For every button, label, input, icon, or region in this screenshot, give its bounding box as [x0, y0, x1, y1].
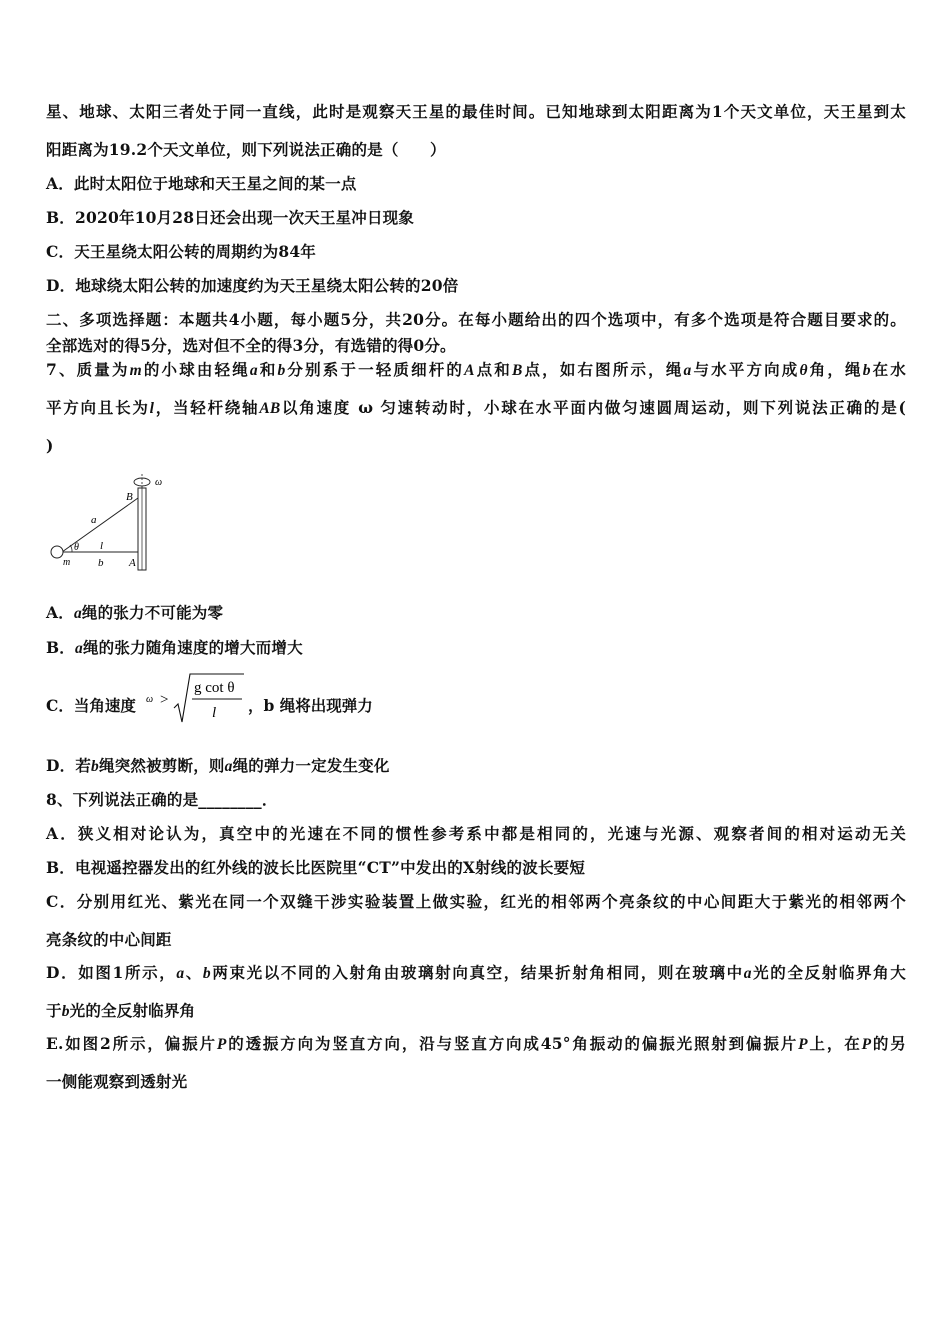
label-B: B	[126, 491, 133, 503]
q8-option-e-line1: E.如图2所示，偏振片P的透振方向为竖直方向，沿与竖直方向成45°角振动的偏振光照射到偏振片P上，在P的另	[46, 1034, 906, 1053]
q8-option-a: A．狭义相对论认为，真空中的光速在不同的惯性参考系中都是相同的，光速与光源、观察者间的相对运动无关	[46, 824, 906, 843]
q7-stem-line1: 7、质量为m的小球由轻绳a和b分别系于一轻质细杆的A点和B点，如右图所示，绳a与水平方向成θ角，绳b在水	[46, 360, 906, 379]
section2-heading-line1: 二、多项选择题：本题共4小题，每小题5分，共20分。在每小题给出的四个选项中，有多个选项是符合题目要求的。	[46, 310, 906, 329]
q6-option-d: D．地球绕太阳公转的加速度约为天王星绕太阳公转的20倍	[46, 276, 459, 295]
ball	[51, 546, 63, 558]
option-c-formula	[144, 670, 248, 726]
formula-gt: >	[160, 692, 169, 708]
q7-option-c	[46, 670, 546, 730]
q7-option-d: D．若b绳突然被剪断，则a绳的弹力一定发生变化	[46, 756, 390, 775]
q6-option-b: B．2020年10月28日还会出现一次天王星冲日现象	[46, 208, 415, 227]
q7-figure	[46, 470, 186, 580]
formula-omega: ω	[146, 694, 154, 705]
formula-numerator: g cot θ	[194, 680, 235, 696]
theta-arc	[70, 545, 72, 552]
label-omega: ω	[155, 477, 163, 488]
formula-denominator: l	[212, 705, 217, 721]
q6-option-c: C．天王星绕太阳公转的周期约为84年	[46, 242, 317, 261]
q8-option-d-line1: D．如图1所示，a、b两束光以不同的入射角由玻璃射向真空，结果折射角相同，则在玻璃中a光的全反射临界角大	[46, 963, 907, 982]
q8-option-d-line2: 于b光的全反射临界角	[46, 1001, 196, 1020]
q8-option-e-line2: 一侧能观察到透射光	[46, 1072, 188, 1091]
q7-stem-line3: )	[46, 436, 54, 455]
q7-option-b: B．a绳的张力随角速度的增大而增大	[46, 638, 303, 657]
label-b: b	[98, 557, 104, 569]
section2-heading-line2: 全部选对的得5分，选对但不全的得3分，有选错的得0分。	[46, 336, 456, 355]
option-c-prefix: C．当角速度	[46, 696, 136, 715]
q6-stem-line1: 星、地球、太阳三者处于同一直线，此时是观察天王星的最佳时间。已知地球到太阳距离为1个天文单位，天王星到太	[46, 102, 906, 121]
q8-option-c-line1: C．分别用红光、紫光在同一个双缝干涉实验装置上做实验，红光的相邻两个亮条纹的中心间距大于紫光的相邻两个	[46, 892, 906, 911]
label-A: A	[129, 557, 136, 569]
label-m: m	[63, 557, 71, 568]
label-a: a	[91, 514, 97, 526]
q6-option-a: A．此时太阳位于地球和天王星之间的某一点	[46, 174, 357, 193]
q7-stem-line2: 平方向且长为l，当轻杆绕轴AB以角速度 ω 匀速转动时，小球在水平面内做匀速圆周运动，则下列说法正确的是(	[46, 398, 906, 417]
q6-stem-line2: 阳距离为19.2个天文单位，则下列说法正确的是（ ）	[46, 140, 446, 159]
q8-option-b: B．电视遥控器发出的红外线的波长比医院里“CT”中发出的X射线的波长要短	[46, 858, 586, 877]
q8-stem: 8、下列说法正确的是________．	[46, 790, 278, 809]
q8-option-c-line2: 亮条纹的中心间距	[46, 930, 172, 949]
q7-option-a: A．a绳的张力不可能为零	[46, 603, 224, 622]
label-l: l	[100, 540, 104, 552]
label-theta: θ	[74, 542, 79, 553]
option-c-suffix: ，b 绳将出现弹力	[248, 696, 373, 715]
